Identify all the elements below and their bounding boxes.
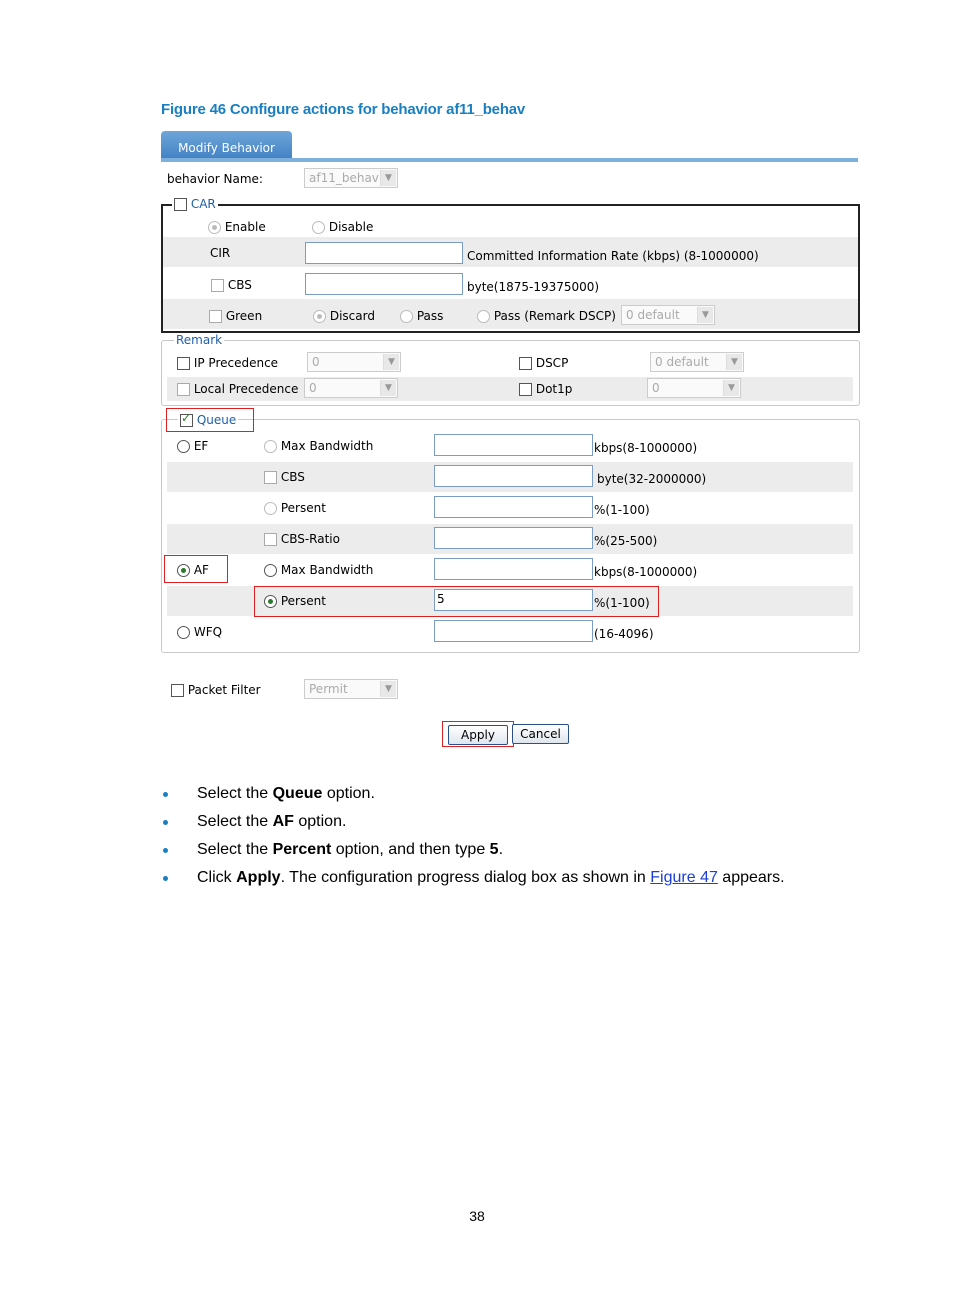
cir-input[interactable] xyxy=(305,242,463,264)
chevron-down-icon: ▼ xyxy=(380,681,396,697)
local-precedence-option[interactable]: Local Precedence xyxy=(177,382,298,396)
figure-47-link[interactable]: Figure 47 xyxy=(650,869,718,886)
af-percent-input[interactable]: 5 xyxy=(434,589,593,611)
apply-button[interactable]: Apply xyxy=(448,725,508,745)
pass-remark-option[interactable]: Pass (Remark DSCP) xyxy=(477,309,616,323)
ef-cbs-ratio-checkbox[interactable] xyxy=(264,533,277,546)
chevron-down-icon: ▼ xyxy=(726,354,742,370)
page-number: 38 xyxy=(469,1208,485,1224)
car-checkbox[interactable] xyxy=(174,198,187,211)
local-precedence-select[interactable]: 0 ▼ xyxy=(304,378,398,398)
packet-filter-checkbox[interactable] xyxy=(171,684,184,697)
ef-cbs-ratio-option[interactable]: CBS-Ratio xyxy=(264,532,340,546)
step-item: Click Apply. The configuration progress dialog box as shown in Figure 47 appears. xyxy=(161,867,785,895)
car-enable[interactable]: Enable xyxy=(208,220,266,234)
dscp-select[interactable]: 0 default ▼ xyxy=(650,352,744,372)
ip-precedence-option[interactable]: IP Precedence xyxy=(177,356,278,370)
discard-option[interactable]: Discard xyxy=(313,309,375,323)
green-checkbox[interactable] xyxy=(209,310,222,323)
af-percent-option[interactable]: Persent xyxy=(264,594,326,608)
chevron-down-icon: ▼ xyxy=(383,354,399,370)
checkmark-icon: ✓ xyxy=(181,411,192,425)
cancel-button[interactable]: Cancel xyxy=(512,724,569,744)
ef-max-bw-radio[interactable] xyxy=(264,440,277,453)
car-cbs-input[interactable] xyxy=(305,273,463,295)
dot1p-checkbox[interactable] xyxy=(519,383,532,396)
chevron-down-icon: ▼ xyxy=(380,170,396,186)
ip-precedence-select[interactable]: 0 ▼ xyxy=(307,352,401,372)
ip-precedence-checkbox[interactable] xyxy=(177,357,190,370)
car-disable[interactable]: Disable xyxy=(312,220,373,234)
car-enable-radio[interactable] xyxy=(208,221,221,234)
ef-cbs-hint: byte(32-2000000) xyxy=(597,472,707,486)
ef-percent-hint: %(1-100) xyxy=(594,503,650,517)
car-cbs-hint: byte(1875-19375000) xyxy=(467,280,600,294)
car-legend: CAR xyxy=(172,197,218,211)
ef-cbs-ratio-input[interactable] xyxy=(434,527,593,549)
tab-modify-behavior[interactable]: Modify Behavior xyxy=(161,131,292,161)
figure-caption: Figure 46 Configure actions for behavior af11_behav xyxy=(161,101,526,118)
wfq-option[interactable]: WFQ xyxy=(177,625,222,639)
remark-legend: Remark xyxy=(176,333,223,347)
step-item: Select the Percent option, and then type 5. xyxy=(161,839,785,867)
car-cbs-checkbox[interactable] xyxy=(211,279,224,292)
af-max-bw-input[interactable] xyxy=(434,558,593,580)
car-disable-radio[interactable] xyxy=(312,221,325,234)
af-max-bw-hint: kbps(8-1000000) xyxy=(594,565,698,579)
queue-legend: ✓ Queue xyxy=(178,413,238,427)
cir-label: CIR xyxy=(210,246,231,260)
dscp-checkbox[interactable] xyxy=(519,357,532,370)
dot1p-select[interactable]: 0 ▼ xyxy=(647,378,741,398)
local-precedence-checkbox[interactable] xyxy=(177,383,190,396)
chevron-down-icon: ▼ xyxy=(723,380,739,396)
ef-cbs-option[interactable]: CBS xyxy=(264,470,305,484)
ef-cbs-ratio-hint: %(25-500) xyxy=(594,534,658,548)
ef-max-bw-option[interactable]: Max Bandwidth xyxy=(264,439,373,453)
pass-option[interactable]: Pass xyxy=(400,309,443,323)
dscp-option[interactable]: DSCP xyxy=(519,356,568,370)
ef-max-bw-hint: kbps(8-1000000) xyxy=(594,441,698,455)
dot1p-option[interactable]: Dot1p xyxy=(519,382,572,396)
ef-cbs-input[interactable] xyxy=(434,465,593,487)
af-max-bw-option[interactable]: Max Bandwidth xyxy=(264,563,373,577)
af-option[interactable]: AF xyxy=(177,563,209,577)
highlight-af-percent xyxy=(254,586,659,617)
steps-list xyxy=(161,783,785,895)
pass-remark-radio[interactable] xyxy=(477,310,490,323)
ef-cbs-checkbox[interactable] xyxy=(264,471,277,484)
step-item: Select the Queue option. xyxy=(161,783,785,811)
highlight-queue xyxy=(166,408,254,432)
af-max-bw-radio[interactable] xyxy=(264,564,277,577)
packet-filter-option[interactable]: Packet Filter xyxy=(171,683,261,697)
step-item: Select the AF option. xyxy=(161,811,785,839)
green-option[interactable]: Green xyxy=(209,309,262,323)
behavior-name-label: behavior Name: xyxy=(167,172,263,186)
wfq-radio[interactable] xyxy=(177,626,190,639)
discard-radio[interactable] xyxy=(313,310,326,323)
tab-underline xyxy=(161,158,858,162)
ef-option[interactable]: EF xyxy=(177,439,208,453)
ef-radio[interactable] xyxy=(177,440,190,453)
car-dscp-select[interactable]: 0 default ▼ xyxy=(621,305,715,325)
ef-max-bw-input[interactable] xyxy=(434,434,593,456)
cir-hint: Committed Information Rate (kbps) (8-1000000) xyxy=(467,249,759,263)
highlight-af xyxy=(164,555,228,583)
ef-percent-option[interactable]: Persent xyxy=(264,501,326,515)
packet-filter-select[interactable]: Permit ▼ xyxy=(304,679,398,699)
chevron-down-icon: ▼ xyxy=(380,380,396,396)
wfq-input[interactable] xyxy=(434,620,593,642)
wfq-hint: (16-4096) xyxy=(594,627,654,641)
behavior-name-select[interactable]: af11_behav ▼ xyxy=(304,168,398,188)
highlight-apply xyxy=(442,721,514,747)
car-cbs[interactable]: CBS xyxy=(211,278,252,292)
chevron-down-icon: ▼ xyxy=(697,307,713,323)
ef-percent-input[interactable] xyxy=(434,496,593,518)
ef-percent-radio[interactable] xyxy=(264,502,277,515)
af-percent-hint: %(1-100) xyxy=(594,596,650,610)
pass-radio[interactable] xyxy=(400,310,413,323)
